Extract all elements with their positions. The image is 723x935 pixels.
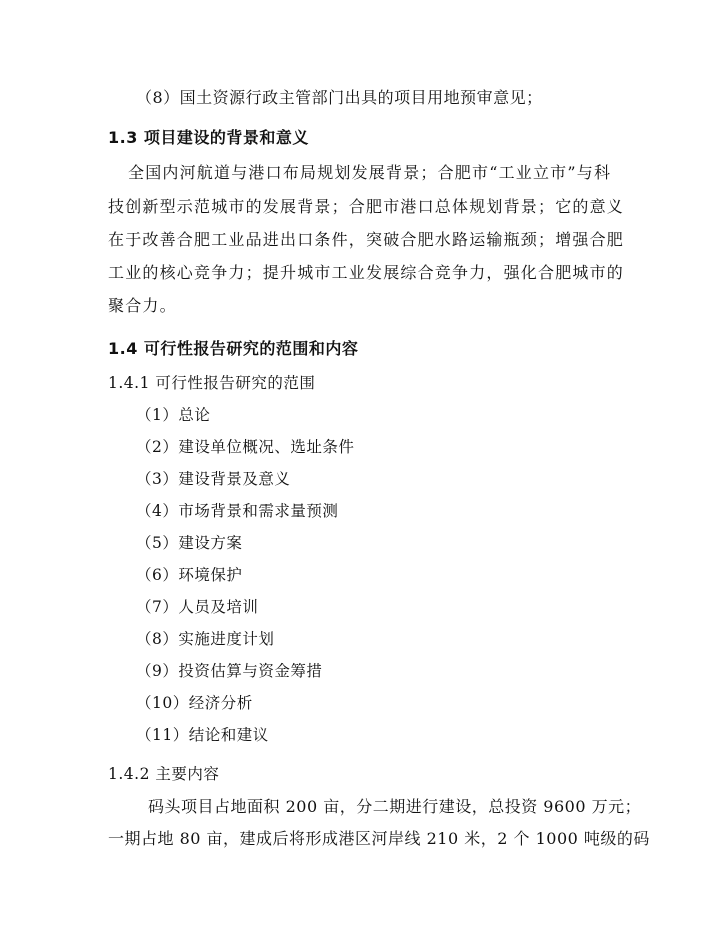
scope-list-item: （11）结论和建议 xyxy=(136,726,269,744)
scope-list-item: （4）市场背景和需求量预测 xyxy=(136,502,339,520)
scope-list-item: （5）建设方案 xyxy=(136,534,243,552)
scope-list-item: （1）总论 xyxy=(136,406,211,424)
section-1-4-heading: 1.4 可行性报告研究的范围和内容 xyxy=(108,339,359,358)
scope-list-item: （6）环境保护 xyxy=(136,566,243,584)
section-1-4-2-heading: 1.4.2 主要内容 xyxy=(108,765,220,783)
scope-list-item: （2）建设单位概况、选址条件 xyxy=(136,438,355,456)
sec13-paragraph-line: 在于改善合肥工业品进出口条件，突破合肥水路运输瓶颈；增强合肥 xyxy=(108,230,625,249)
scope-list-item: （10）经济分析 xyxy=(136,694,253,712)
scope-list-item: （3）建设背景及意义 xyxy=(136,470,291,488)
scope-list-item: （8）实施进度计划 xyxy=(136,630,275,648)
sec142-paragraph-line: 一期占地 80 亩，建成后将形成港区河岸线 210 米，2 个 1000 吨级的码 xyxy=(108,829,650,848)
section-1-4-1-heading: 1.4.1 可行性报告研究的范围 xyxy=(108,374,316,392)
sec13-paragraph-line: 聚合力。 xyxy=(108,296,177,315)
sec13-paragraph-line: 工业的核心竞争力；提升城市工业发展综合竞争力，强化合肥城市的 xyxy=(108,263,625,282)
scope-list-item: （9）投资估算与资金筹措 xyxy=(136,662,323,680)
section-1-3-heading: 1.3 项目建设的背景和意义 xyxy=(108,128,309,147)
sec13-paragraph-line: 全国内河航道与港口布局规划发展背景；合肥市“工业立市”与科 xyxy=(128,163,612,182)
land-review-item: （8）国土资源行政主管部门出具的项目用地预审意见； xyxy=(136,88,543,107)
sec142-paragraph-line: 码头项目占地面积 200 亩，分二期进行建设，总投资 9600 万元； xyxy=(148,797,642,816)
sec13-paragraph-line: 技创新型示范城市的发展背景；合肥市港口总体规划背景；它的意义 xyxy=(108,197,625,216)
scope-list-item: （7）人员及培训 xyxy=(136,598,259,616)
